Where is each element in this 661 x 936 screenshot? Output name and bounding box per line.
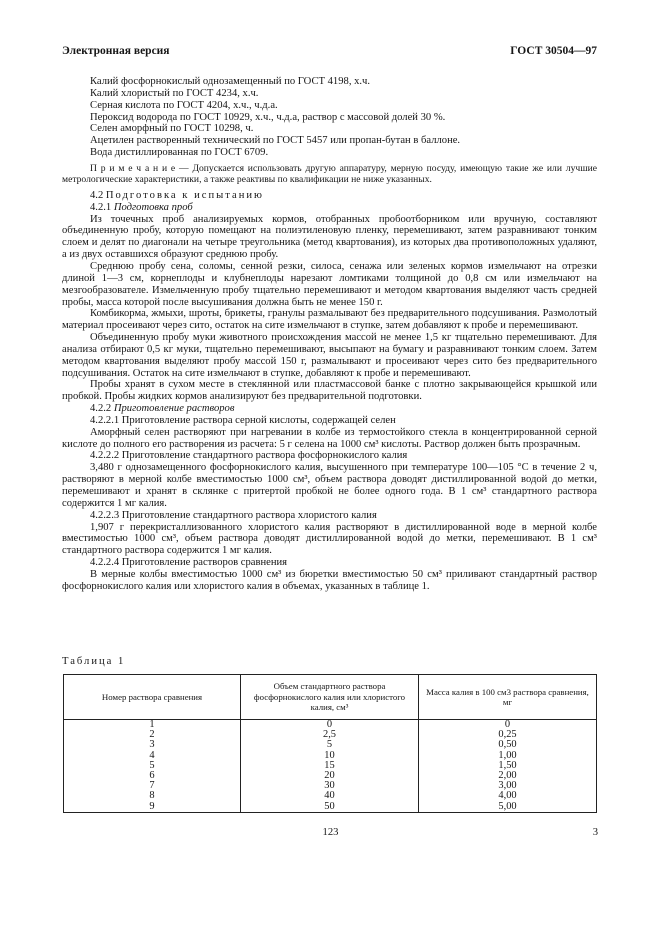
table-cell: 20 [241, 771, 419, 781]
table-header: Номер раствора сравнения [64, 675, 241, 720]
table-cell: 3,00 [419, 781, 597, 791]
table-cell: 0,25 [419, 730, 597, 740]
reagent-line: Пероксид водорода по ГОСТ 10929, х.ч., ч.д.а, раствор с массовой долей 30 %. [90, 111, 446, 123]
table-cell: 2,00 [419, 771, 597, 781]
header-left: Электронная версия [62, 45, 170, 57]
table-cell: 8 [64, 791, 241, 801]
table-cell: 4,00 [419, 791, 597, 801]
clause-heading: 4.2.2.1 Приготовление раствора серной кислоты, содержащей селен [90, 414, 396, 426]
table-cell: 10 [241, 751, 419, 761]
table-cell: 4 [64, 751, 241, 761]
table-cell: 30 [241, 781, 419, 791]
table-cell: 6 [64, 771, 241, 781]
paragraph: В мерные колбы вместимостью 1000 см³ из бюретки вместимостью 50 см³ приливают стандартный раствор фосфорнокислого калия или хлористого калия в объемах, указанных в таблице 1. [62, 568, 597, 592]
page-number: 3 [592, 827, 598, 838]
clause-heading: 4.2.2.4 Приготовление растворов сравнения [90, 557, 288, 569]
table-cell: 1,00 [419, 751, 597, 761]
paragraph: Аморфный селен растворяют при нагревании в колбе из термостойкого стекла в концентрированной серной кислоте до полного его растворения из расчета: 5 г селена на 1000 см³ кислоты. Раствор должен быть прозрачным. [62, 426, 597, 450]
table-cell: 0,50 [419, 740, 597, 750]
paragraph: 1,907 г перекристаллизованного хлористого калия растворяют в дистиллированной воде в мерной колбе вместимостью 1000 см³, объем раствора доводят дистиллированной водой до метки, перемешивают. В 1 см³ стандартного раствора содержится 1 мг калия. [62, 521, 597, 557]
reagent-line: Ацетилен растворенный технический по ГОСТ 5457 или пропан-бутан в баллоне. [90, 135, 461, 147]
reagent-line: Серная кислота по ГОСТ 4204, х.ч., ч.д.а. [90, 99, 278, 111]
reagent-line: Селен аморфный по ГОСТ 10298, ч. [90, 123, 254, 135]
table-cell: 3 [64, 740, 241, 750]
section-number: 4.2 [90, 189, 106, 201]
table-cell: 1,50 [419, 761, 597, 771]
table-cell: 0 [241, 720, 419, 731]
subsection-heading [62, 202, 597, 214]
reagent-line: Калий хлористый по ГОСТ 4234, х.ч. [90, 87, 259, 99]
section-number: 4.2.1 [90, 201, 114, 213]
section-title: Приготовление растворов [113, 403, 235, 415]
paragraph: Из точечных проб анализируемых кормов, отобранных пробоотборником или вручную, составляют объединенную пробу, которую помещают на полиэтиленовую пленку, перемешивают, затем разравнивают тонким слоем и делят по диагонали на четыре треугольника (метод квартования), из которых два противоположных удаляют, а из двух оставшихся образуют среднюю пробу. [62, 213, 597, 261]
subsection-heading [62, 403, 597, 415]
note-text: — Допускается использовать другую аппаратуру, мерную посуду, имеющую такие же или лучшие метрологические характеристики, а также реактивы по квалификации не ниже указанных. [62, 162, 597, 185]
note-label: П р и м е ч а н и е [90, 162, 176, 174]
section-number: 4.2.2 [90, 403, 114, 415]
paragraph: 3,480 г однозамещенного фосфорнокислого калия, высушенного при температуре 100—105 °С в течение 2 ч, растворяют в мерной колбе вместимостью 1000 см³, объем раствора доводят дистиллированной водой до метки, перемешивают и хранят в склянке с притертой пробкой не более одного года. В 1 см³ стандартного раствора содержится 1 мг калия. [62, 462, 597, 509]
note-paragraph [62, 163, 597, 185]
section-title: Подготовка проб [113, 201, 193, 213]
table-caption: Таблица 1 [62, 656, 126, 667]
table-cell: 1 [64, 720, 241, 731]
table-cell: 9 [64, 802, 241, 813]
folio-number: 123 [322, 827, 339, 838]
table-cell: 7 [64, 781, 241, 791]
table-cell: 5 [241, 740, 419, 750]
header-right: ГОСТ 30504—97 [510, 45, 597, 57]
reagent-line: Калий фосфорнокислый однозамещенный по ГОСТ 4198, х.ч. [90, 76, 371, 87]
table-cell: 2 [64, 730, 241, 740]
table-cell: 50 [241, 802, 419, 813]
section-title: Подготовка к испытанию [105, 189, 264, 201]
table-cell: 2,5 [241, 730, 419, 740]
section-heading [62, 190, 597, 202]
reference-solutions-table [63, 674, 597, 813]
table-row [64, 802, 597, 813]
table-cell: 40 [241, 791, 419, 801]
table-cell: 5 [64, 761, 241, 771]
paragraph: Комбикорма, жмыхи, шроты, брикеты, гранулы размалывают без предварительного подсушивания. Размолотый материал просеивают через сито, остаток на сите измельчают в ступке, затем добавляют к пробе и перемешивают. [62, 308, 597, 332]
table-header: Масса калия в 100 см3 раствора сравнения, мг [419, 675, 597, 720]
clause-heading: 4.2.2.3 Приготовление стандартного раствора хлористого калия [90, 509, 377, 521]
table-cell: 5,00 [419, 802, 597, 813]
table-header: Объем стандартного раствора фосфорнокислого калия или хлористого калия, см³ [241, 675, 419, 720]
document-body [62, 76, 597, 593]
clause-heading: 4.2.2.2 Приготовление стандартного раствора фосфорнокислого калия [90, 450, 408, 462]
paragraph: Среднюю пробу сена, соломы, сенной резки, силоса, сенажа или зеленых кормов измельчают на отрезки длиной 1—3 см, корнеплоды и клубнеплоды нарезают ломтиками толщиной до 0,8 см или измельчают на мезгообразователе. Измельченную пробу тщательно перемешивают и методом квартования выделяют часть средней пробы, масса которой после высушивания должна быть не менее 150 г. [62, 260, 597, 308]
table-cell: 0 [419, 720, 597, 731]
reagent-line: Вода дистиллированная по ГОСТ 6709. [90, 147, 269, 159]
paragraph: Пробы хранят в сухом месте в стеклянной или пластмассовой банке с плотно закрывающейся крышкой или пробкой. Пробы жидких кормов анализируют без предварительной подготовки. [62, 379, 597, 403]
paragraph: Объединенную пробу муки животного происхождения массой не менее 1,5 кг тщательно перемешивают. Для анализа отбирают 0,5 кг муки, тщательно перемешивают, высыпают на бумагу и разравнивают тонким слоем. Затем методом квартования выделяют пробу массой 150 г, размалывают и просеивают через сито без предварительного подсушивания. Остаток на сите измельчают в ступке, добавляют к пробе и перемешивают. [62, 332, 597, 379]
table-cell: 15 [241, 761, 419, 771]
